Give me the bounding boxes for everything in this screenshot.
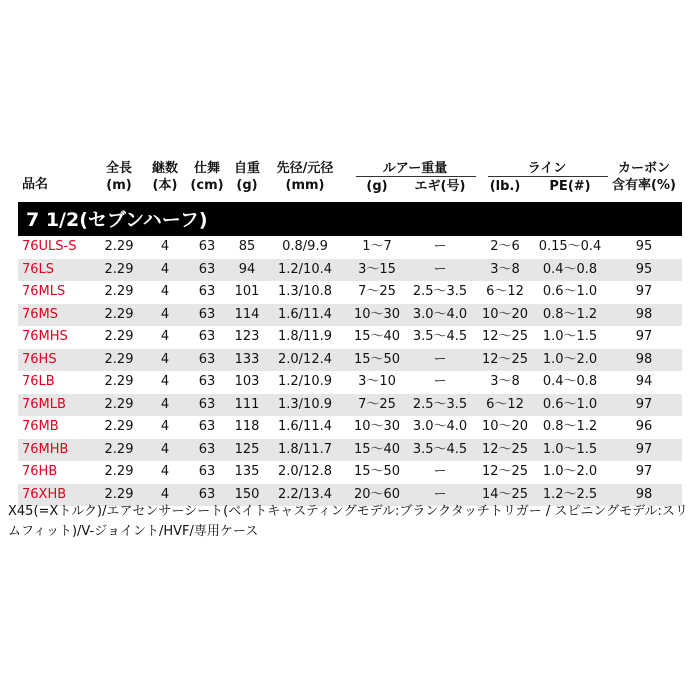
cell-line-lb: 3〜8 xyxy=(490,374,520,389)
cell-length: 2.29 xyxy=(104,441,134,457)
cell-name: 76MHB xyxy=(22,441,69,457)
cell-pieces: 4 xyxy=(160,374,170,389)
header-line-lb: (lb.) xyxy=(489,179,521,194)
cell-closed: 63 xyxy=(198,464,216,479)
cell-line-pe: 1.0〜1.5 xyxy=(542,441,598,457)
cell-weight: 118 xyxy=(234,419,260,434)
header-length: 全長 (m) xyxy=(105,161,132,193)
cell-name: 76LB xyxy=(22,374,55,389)
table-row xyxy=(18,371,682,394)
cell-line-pe: 1.0〜2.0 xyxy=(542,351,598,367)
cell-egi: ー xyxy=(433,464,447,479)
cell-carbon: 97 xyxy=(635,396,653,412)
cell-lure-weight: 7〜25 xyxy=(358,284,396,299)
cell-weight: 125 xyxy=(234,441,260,457)
cell-tip-butt: 2.0/12.4 xyxy=(278,351,332,367)
cell-line-lb: 14〜25 xyxy=(481,486,529,502)
cell-tip-butt: 2.0/12.8 xyxy=(278,464,332,479)
cell-lure-weight: 3〜15 xyxy=(358,261,396,277)
cell-line-pe: 1.0〜1.5 xyxy=(542,329,598,344)
cell-line-lb: 12〜25 xyxy=(481,441,529,457)
header-line-pe: PE(#) xyxy=(549,179,591,194)
cell-name: 76LS xyxy=(22,261,55,277)
cell-tip-butt: 1.2/10.9 xyxy=(278,374,332,389)
cell-pieces: 4 xyxy=(160,261,170,277)
cell-weight: 101 xyxy=(234,284,260,299)
cell-carbon: 98 xyxy=(635,486,653,502)
header-carbon: カーボン 含有率(%) xyxy=(612,161,676,193)
table-row xyxy=(18,236,682,259)
cell-lure-weight: 15〜50 xyxy=(353,464,401,479)
cell-pieces: 4 xyxy=(160,239,170,254)
header-closed: 仕舞 (cm) xyxy=(190,161,224,193)
cell-line-pe: 0.8〜1.2 xyxy=(542,419,598,434)
cell-weight: 94 xyxy=(238,261,256,277)
cell-line-pe: 0.6〜1.0 xyxy=(542,396,598,412)
header-tip-butt: 先径/元径 (mm) xyxy=(276,161,334,193)
cell-length: 2.29 xyxy=(104,419,134,434)
cell-line-pe: 1.2〜2.5 xyxy=(542,486,598,502)
cell-egi: ー xyxy=(433,261,447,277)
cell-line-pe: 0.4〜0.8 xyxy=(542,261,598,277)
cell-name: 76MHS xyxy=(22,329,68,344)
cell-name: 76MS xyxy=(22,306,59,322)
table-row xyxy=(18,461,682,484)
cell-tip-butt: 1.6/11.4 xyxy=(278,306,332,322)
cell-line-lb: 10〜20 xyxy=(481,306,529,322)
table-row xyxy=(18,416,682,439)
series-title-band xyxy=(18,204,682,236)
cell-tip-butt: 1.2/10.4 xyxy=(278,261,332,277)
cell-carbon: 94 xyxy=(635,374,653,389)
cell-carbon: 96 xyxy=(635,419,653,434)
cell-pieces: 4 xyxy=(160,419,170,434)
spec-table xyxy=(18,156,682,506)
cell-pieces: 4 xyxy=(160,441,170,457)
cell-name: 76MLS xyxy=(22,284,66,299)
cell-line-lb: 6〜12 xyxy=(486,284,524,299)
cell-lure-weight: 1〜7 xyxy=(362,239,392,254)
cell-lure-weight: 7〜25 xyxy=(358,396,396,412)
cell-line-lb: 12〜25 xyxy=(481,329,529,344)
cell-tip-butt: 1.8/11.9 xyxy=(278,329,332,344)
header-line: ライン xyxy=(527,161,567,176)
cell-tip-butt: 1.3/10.8 xyxy=(278,284,332,299)
table-row xyxy=(18,349,682,372)
footer-note: X45(=Xトルク)/エアセンサーシート(ベイトキャスティングモデル:ブランクタッチトリガー / スピニングモデル:スリムフィット)/V-ジョイント/HVF/専用ケース xyxy=(8,504,688,539)
cell-line-lb: 2〜6 xyxy=(490,239,520,254)
cell-egi: 3.0〜4.0 xyxy=(412,306,468,322)
cell-egi: 3.0〜4.0 xyxy=(412,419,468,434)
cell-lure-weight: 15〜40 xyxy=(353,441,401,457)
cell-egi: 3.5〜4.5 xyxy=(412,441,468,457)
header-lure-g: (g) xyxy=(366,179,388,194)
cell-closed: 63 xyxy=(198,261,216,277)
cell-pieces: 4 xyxy=(160,464,170,479)
cell-closed: 63 xyxy=(198,486,216,502)
header-weight: 自重 (g) xyxy=(233,161,260,193)
cell-weight: 111 xyxy=(234,396,260,412)
table-row xyxy=(18,439,682,462)
cell-weight: 114 xyxy=(234,306,260,322)
cell-lure-weight: 15〜40 xyxy=(353,329,401,344)
cell-name: 76MLB xyxy=(22,396,66,412)
cell-pieces: 4 xyxy=(160,351,170,367)
table-row xyxy=(18,304,682,327)
cell-pieces: 4 xyxy=(160,396,170,412)
cell-weight: 123 xyxy=(234,329,260,344)
cell-line-pe: 0.15〜0.4 xyxy=(538,239,602,254)
cell-line-pe: 1.0〜2.0 xyxy=(542,464,598,479)
cell-closed: 63 xyxy=(198,419,216,434)
cell-carbon: 97 xyxy=(635,441,653,457)
cell-length: 2.29 xyxy=(104,374,134,389)
cell-length: 2.29 xyxy=(104,486,134,502)
table-row xyxy=(18,394,682,417)
cell-line-pe: 0.6〜1.0 xyxy=(542,284,598,299)
lure-weight-underline xyxy=(356,176,476,177)
series-title: 7 1/2(セブンハーフ) xyxy=(26,209,208,231)
cell-name: 76HS xyxy=(22,351,57,367)
cell-closed: 63 xyxy=(198,329,216,344)
cell-carbon: 95 xyxy=(635,239,653,254)
cell-length: 2.29 xyxy=(104,396,134,412)
cell-pieces: 4 xyxy=(160,329,170,344)
cell-line-lb: 3〜8 xyxy=(490,261,520,277)
cell-carbon: 98 xyxy=(635,306,653,322)
cell-length: 2.29 xyxy=(104,239,134,254)
cell-egi: ー xyxy=(433,486,447,502)
cell-weight: 150 xyxy=(234,486,260,502)
cell-egi: 2.5〜3.5 xyxy=(412,396,468,412)
cell-lure-weight: 10〜30 xyxy=(353,419,401,434)
cell-pieces: 4 xyxy=(160,306,170,322)
cell-closed: 63 xyxy=(198,396,216,412)
header-lure-weight: ルアー重量 xyxy=(382,161,448,176)
cell-closed: 63 xyxy=(198,284,216,299)
cell-closed: 63 xyxy=(198,239,216,254)
cell-egi: ー xyxy=(433,239,447,254)
table-row xyxy=(18,259,682,282)
cell-line-lb: 12〜25 xyxy=(481,464,529,479)
cell-line-pe: 0.4〜0.8 xyxy=(542,374,598,389)
cell-line-lb: 12〜25 xyxy=(481,351,529,367)
cell-name: 76ULS-S xyxy=(22,239,77,254)
cell-weight: 133 xyxy=(234,351,260,367)
cell-tip-butt: 1.6/11.4 xyxy=(278,419,332,434)
cell-lure-weight: 3〜10 xyxy=(358,374,396,389)
cell-line-lb: 6〜12 xyxy=(486,396,524,412)
cell-carbon: 95 xyxy=(635,261,653,277)
cell-tip-butt: 2.2/13.4 xyxy=(278,486,332,502)
cell-weight: 85 xyxy=(238,239,256,254)
cell-length: 2.29 xyxy=(104,306,134,322)
header-egi: エギ(号) xyxy=(414,179,466,194)
cell-closed: 63 xyxy=(198,374,216,389)
cell-pieces: 4 xyxy=(160,284,170,299)
cell-closed: 63 xyxy=(198,306,216,322)
cell-weight: 103 xyxy=(234,374,260,389)
cell-closed: 63 xyxy=(198,351,216,367)
cell-egi: 2.5〜3.5 xyxy=(412,284,468,299)
cell-egi: ー xyxy=(433,374,447,389)
cell-tip-butt: 1.8/11.7 xyxy=(278,441,332,457)
table-body xyxy=(18,236,682,506)
cell-tip-butt: 1.3/10.9 xyxy=(278,396,332,412)
line-underline xyxy=(488,176,608,177)
cell-egi: 3.5〜4.5 xyxy=(412,329,468,344)
cell-line-lb: 10〜20 xyxy=(481,419,529,434)
cell-tip-butt: 0.8/9.9 xyxy=(282,239,328,254)
cell-line-pe: 0.8〜1.2 xyxy=(542,306,598,322)
cell-name: 76XHB xyxy=(22,486,67,502)
cell-length: 2.29 xyxy=(104,284,134,299)
cell-egi: ー xyxy=(433,351,447,367)
cell-lure-weight: 10〜30 xyxy=(353,306,401,322)
cell-closed: 63 xyxy=(198,441,216,457)
table-row xyxy=(18,281,682,304)
cell-name: 76HB xyxy=(22,464,58,479)
table-row xyxy=(18,326,682,349)
cell-weight: 135 xyxy=(234,464,260,479)
cell-length: 2.29 xyxy=(104,351,134,367)
cell-name: 76MB xyxy=(22,419,59,434)
cell-length: 2.29 xyxy=(104,464,134,479)
table-header xyxy=(18,156,682,204)
cell-length: 2.29 xyxy=(104,261,134,277)
header-pieces: 継数 (本) xyxy=(151,161,178,193)
cell-carbon: 97 xyxy=(635,464,653,479)
cell-carbon: 98 xyxy=(635,351,653,367)
cell-length: 2.29 xyxy=(104,329,134,344)
cell-lure-weight: 15〜50 xyxy=(353,351,401,367)
cell-carbon: 97 xyxy=(635,329,653,344)
header-name: 品名 xyxy=(22,177,49,192)
cell-pieces: 4 xyxy=(160,486,170,502)
cell-lure-weight: 20〜60 xyxy=(353,486,401,502)
cell-carbon: 97 xyxy=(635,284,653,299)
